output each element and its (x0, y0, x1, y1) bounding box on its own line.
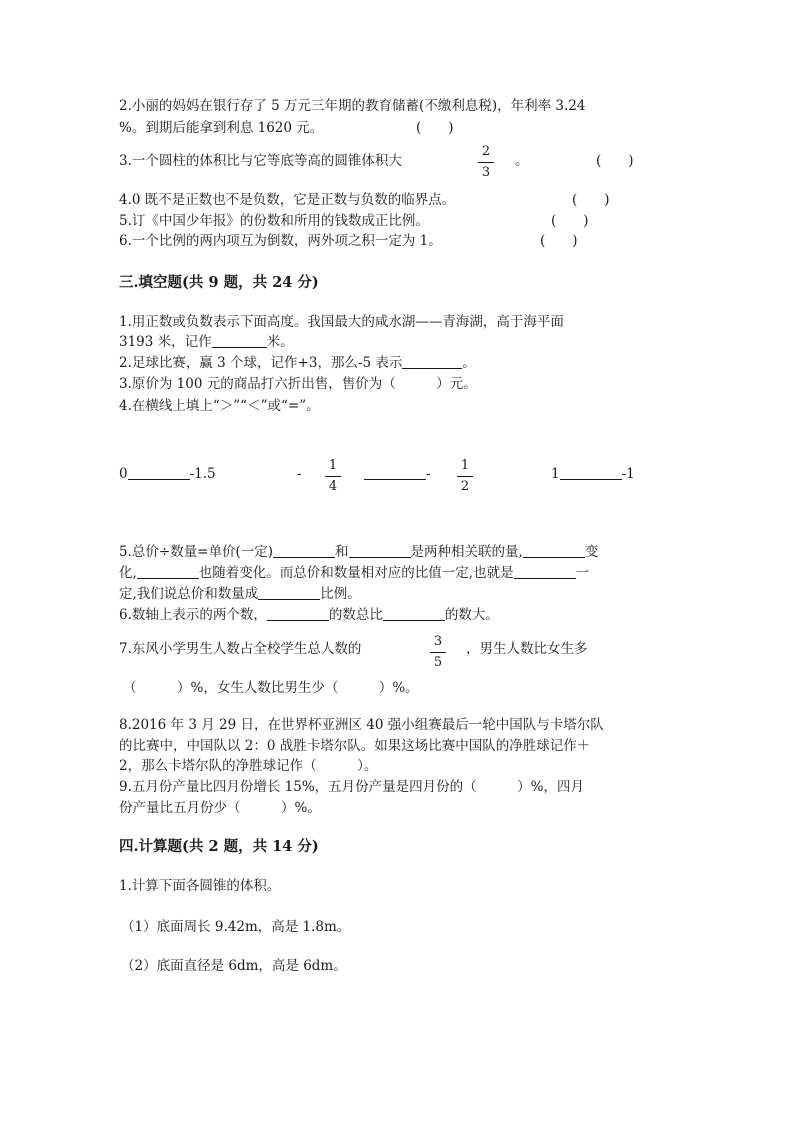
s3-q2-post: 。 (462, 355, 476, 371)
s3-q5-blank3[interactable] (523, 557, 585, 558)
cmp1-blank[interactable] (128, 479, 190, 480)
cmp2-frac1-den: 4 (328, 479, 338, 494)
s3-q5-line3 (119, 585, 361, 603)
s3-q1-line1: 1.用正数或负数表示下面高度。我国最大的咸水湖——青海湖，高于海平面 (119, 314, 564, 330)
s3-q8-line1: 8.2016 年 3 月 29 日，在世界杯亚洲区 40 强小组赛最后一轮中国队与卡塔尔队 (119, 717, 604, 733)
s3-q7-frac-num: 3 (433, 634, 443, 649)
q3-fraction (476, 144, 496, 181)
s3-q6-text-c: 的数大。 (444, 607, 499, 623)
cmp3-left: 1 (551, 466, 560, 482)
q3-fraction-num: 2 (481, 144, 491, 159)
s3-q6-text-a: 6.数轴上表示的两个数， (119, 607, 267, 623)
s3-q5-blank4[interactable] (137, 578, 199, 579)
q4-paren[interactable]: ( ) (572, 192, 610, 208)
cmp2-fraction-right (455, 458, 475, 495)
s3-q8-line2: 的比赛中，中国队以 2：0 战胜卡塔尔队。如果这场比赛中国队的净胜球记作＋ (119, 738, 591, 754)
q2-line1: 2.小丽的妈妈在银行存了 5 万元三年期的教育储蓄(不缴利息税)，年利率 3.24 (119, 98, 586, 114)
s3-q6-text-b: 的数总比 (328, 607, 383, 623)
s3-q1-blank[interactable] (212, 347, 267, 348)
s3-q5-text-h: 定,我们说总价和数量成 (119, 586, 259, 602)
s3-q7-fraction (428, 634, 448, 671)
s3-q5-text-g: 一 (575, 565, 590, 581)
cmp2-minus-right: - (426, 466, 431, 482)
s3-q8-line3: 2，那么卡塔尔队的净胜球记作（ ）。 (119, 758, 378, 774)
cmp3-right: -1 (621, 466, 635, 482)
s4-q1-part2: （2）底面直径是 6dm，高是 6dm。 (121, 958, 347, 974)
s3-q5-text-a: 5.总价÷数量=单价(一定) (119, 544, 274, 560)
s3-q5-blank2[interactable] (349, 557, 411, 558)
s3-q1-pre: 3193 米，记作 (119, 334, 212, 350)
q3-paren[interactable]: ( ) (596, 153, 634, 169)
q5-paren[interactable]: ( ) (551, 213, 589, 229)
s4-q1: 1.计算下面各圆锥的体积。 (119, 878, 281, 894)
s3-q5-blank1[interactable] (273, 557, 335, 558)
s3-q6-blank1[interactable] (267, 620, 329, 621)
s3-q3: 3.原价为 100 元的商品打六折出售，售价为（ ）元。 (119, 376, 477, 392)
s3-q4: 4.在横线上填上“＞”“＜”或“=”。 (119, 398, 320, 414)
q2-paren[interactable]: ( ) (416, 120, 454, 136)
s3-q5-text-f: 也随着变化。而总价和数量相对应的比值一定,也就是 (198, 565, 514, 581)
s3-q7-text-2: ，男生人数比女生多 (466, 641, 588, 657)
cmp2-minus-left: - (297, 466, 302, 482)
q3-fraction-den: 3 (481, 165, 491, 180)
s3-q6-blank2[interactable] (383, 620, 445, 621)
cmp2-blank[interactable] (364, 479, 426, 480)
s3-q7-text: 7.东风小学男生人数占全校学生总人数的 (119, 641, 362, 657)
cmp2-frac2-den: 2 (460, 479, 470, 494)
cmp1 (119, 465, 216, 483)
s3-q1-line2 (119, 333, 294, 351)
s3-q5-text-e: 化, (119, 565, 137, 581)
s3-q2-pre: 2.足球比赛，赢 3 个球，记作+3，那么-5 表示 (119, 355, 403, 371)
s3-q7-line2: （ ）%，女生人数比男生少（ ）%。 (123, 680, 419, 696)
q6-text: 6.一个比例的两内项互为倒数，两外项之积一定为 1。 (119, 233, 442, 249)
s3-q5-text-d: 变 (584, 544, 599, 560)
section3-title: 三.填空题(共 9 题，共 24 分) (119, 274, 319, 291)
section4-title: 四.计算题(共 2 题，共 14 分) (119, 838, 319, 855)
s3-q9-line2: 份产量比五月份少（ ）%。 (119, 800, 321, 816)
s4-q1-part1: （1）底面周长 9.42m，高是 1.8m。 (121, 919, 351, 935)
s3-q5-line2 (119, 564, 589, 582)
q6-paren[interactable]: ( ) (540, 233, 578, 249)
q3-text: 3.一个圆柱的体积比与它等底等高的圆锥体积大 (119, 153, 402, 169)
q2-line2: %。到期后能拿到利息 1620 元。 (119, 120, 324, 136)
s3-q5-blank6[interactable] (258, 599, 320, 600)
s3-q2-blank[interactable] (402, 368, 462, 369)
cmp2-frac1-num: 1 (328, 458, 338, 473)
s3-q5-text-c: 是两种相关联的量, (410, 544, 523, 560)
q4-text: 4.0 既不是正数也不是负数，它是正数与负数的临界点。 (119, 192, 456, 208)
cmp3 (551, 465, 635, 483)
s3-q5-line1 (119, 543, 598, 561)
s3-q1-post: 米。 (266, 334, 294, 350)
s3-q5-text-i: 比例。 (320, 586, 361, 602)
q5-text: 5.订《中国少年报》的份数和所用的钱数成正比例。 (119, 213, 429, 229)
s3-q6 (119, 606, 499, 624)
cmp3-blank[interactable] (560, 479, 622, 480)
s3-q9-line1: 9.五月份产量比四月份增长 15%，五月份产量是四月份的（ ）%，四月 (119, 779, 585, 795)
s3-q5-blank5[interactable] (514, 578, 576, 579)
s3-q5-text-b: 和 (335, 544, 349, 560)
q3-period: 。 (515, 153, 529, 169)
s3-q7-frac-den: 5 (433, 655, 443, 670)
cmp1-left: 0 (119, 466, 128, 482)
cmp2-blank-wrap (364, 465, 431, 483)
s3-q2 (119, 354, 476, 372)
cmp1-right: -1.5 (189, 466, 216, 482)
cmp2-fraction-left (323, 458, 343, 495)
cmp2-frac2-num: 1 (460, 458, 470, 473)
